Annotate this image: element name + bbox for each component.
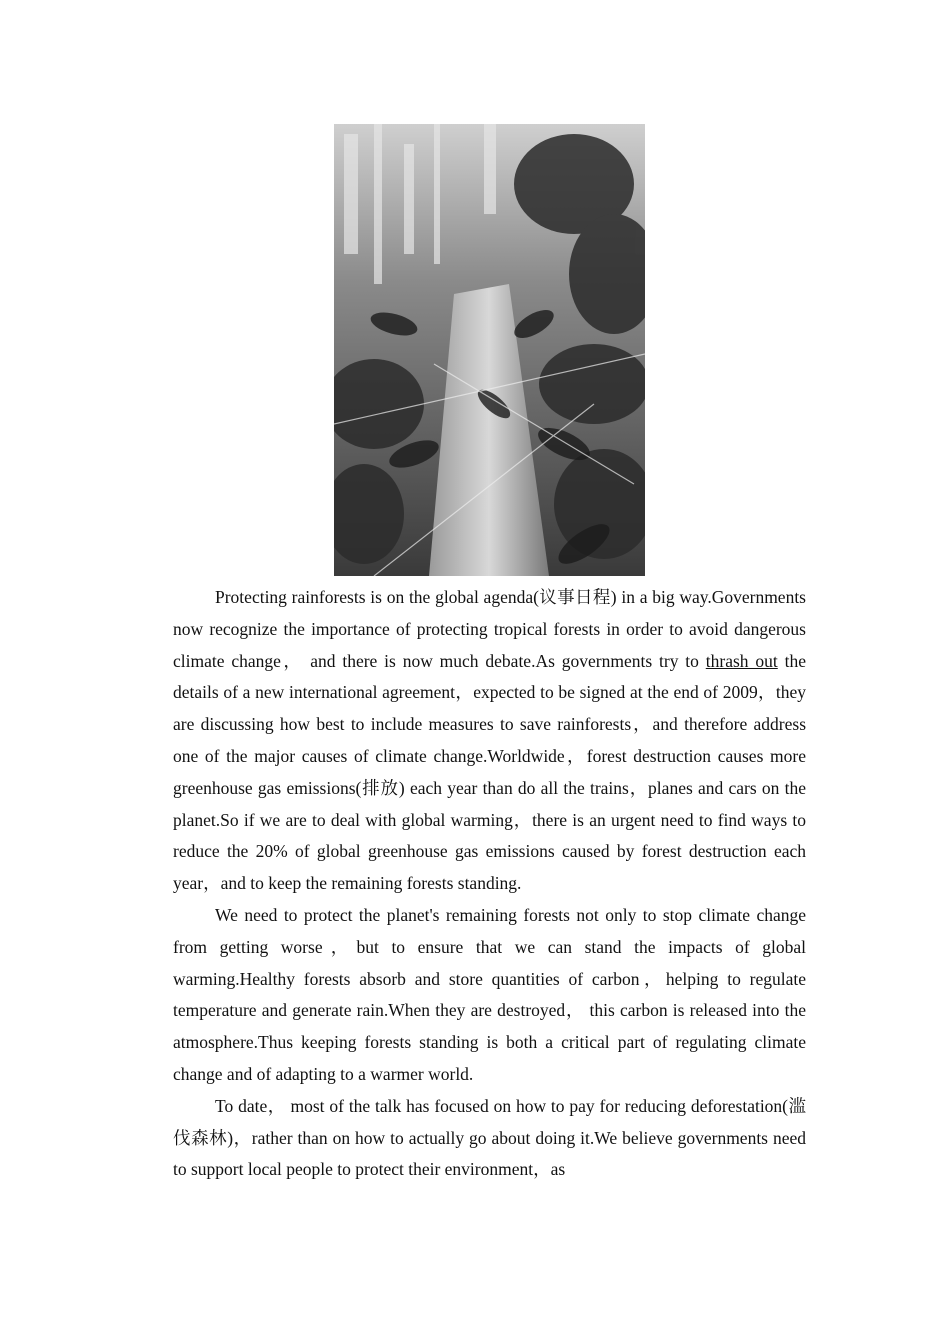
paragraph-1-part-b: the details of a new international agreement，expected to be signed at the end of 2009，they are discussing how best to include measures to save rainforests，and therefore address one of the major causes of climate change.Worldwide，forest destruction causes more greenhouse gas emissions(排放) each year than do all the trains，planes and cars on the planet.So if we are to deal with global warming，there is an urgent need to find ways to reduce the 20% of global greenhouse gas emissions caused by forest destruction each year，and to keep the remaining forests standing. — [173, 650, 806, 894]
rainforest-photo-art — [334, 124, 645, 576]
article-body — [173, 582, 806, 1186]
paragraph-1 — [173, 582, 806, 900]
paragraph-2: We need to protect the planet's remaining forests not only to stop climate change from getting worse，but to ensure that we can stand the impacts of global warming.Healthy forests absorb and store quantities of carbon，helping to regulate temperature and generate rain.When they are destroyed， this carbon is released into the atmosphere.Thus keeping forests standing is both a critical part of regulating climate change and of adapting to a warmer world. — [173, 904, 806, 1084]
paragraph-1-part-a: Protecting rainforests is on the global agenda(议事日程) in a big way.Governments now recognize the importance of protecting tropical forests in order to avoid dangerous climate change， and there is now much debate.As governments try to — [173, 587, 806, 671]
rainforest-photo — [334, 124, 645, 576]
paragraph-3: To date， most of the talk has focused on how to pay for reducing deforestation(滥伐森林)，rather than on how to actually go about doing it.We believe governments need to support local people to protect their environment，as — [173, 1095, 806, 1180]
underlined-phrase: thrash out — [705, 650, 778, 671]
